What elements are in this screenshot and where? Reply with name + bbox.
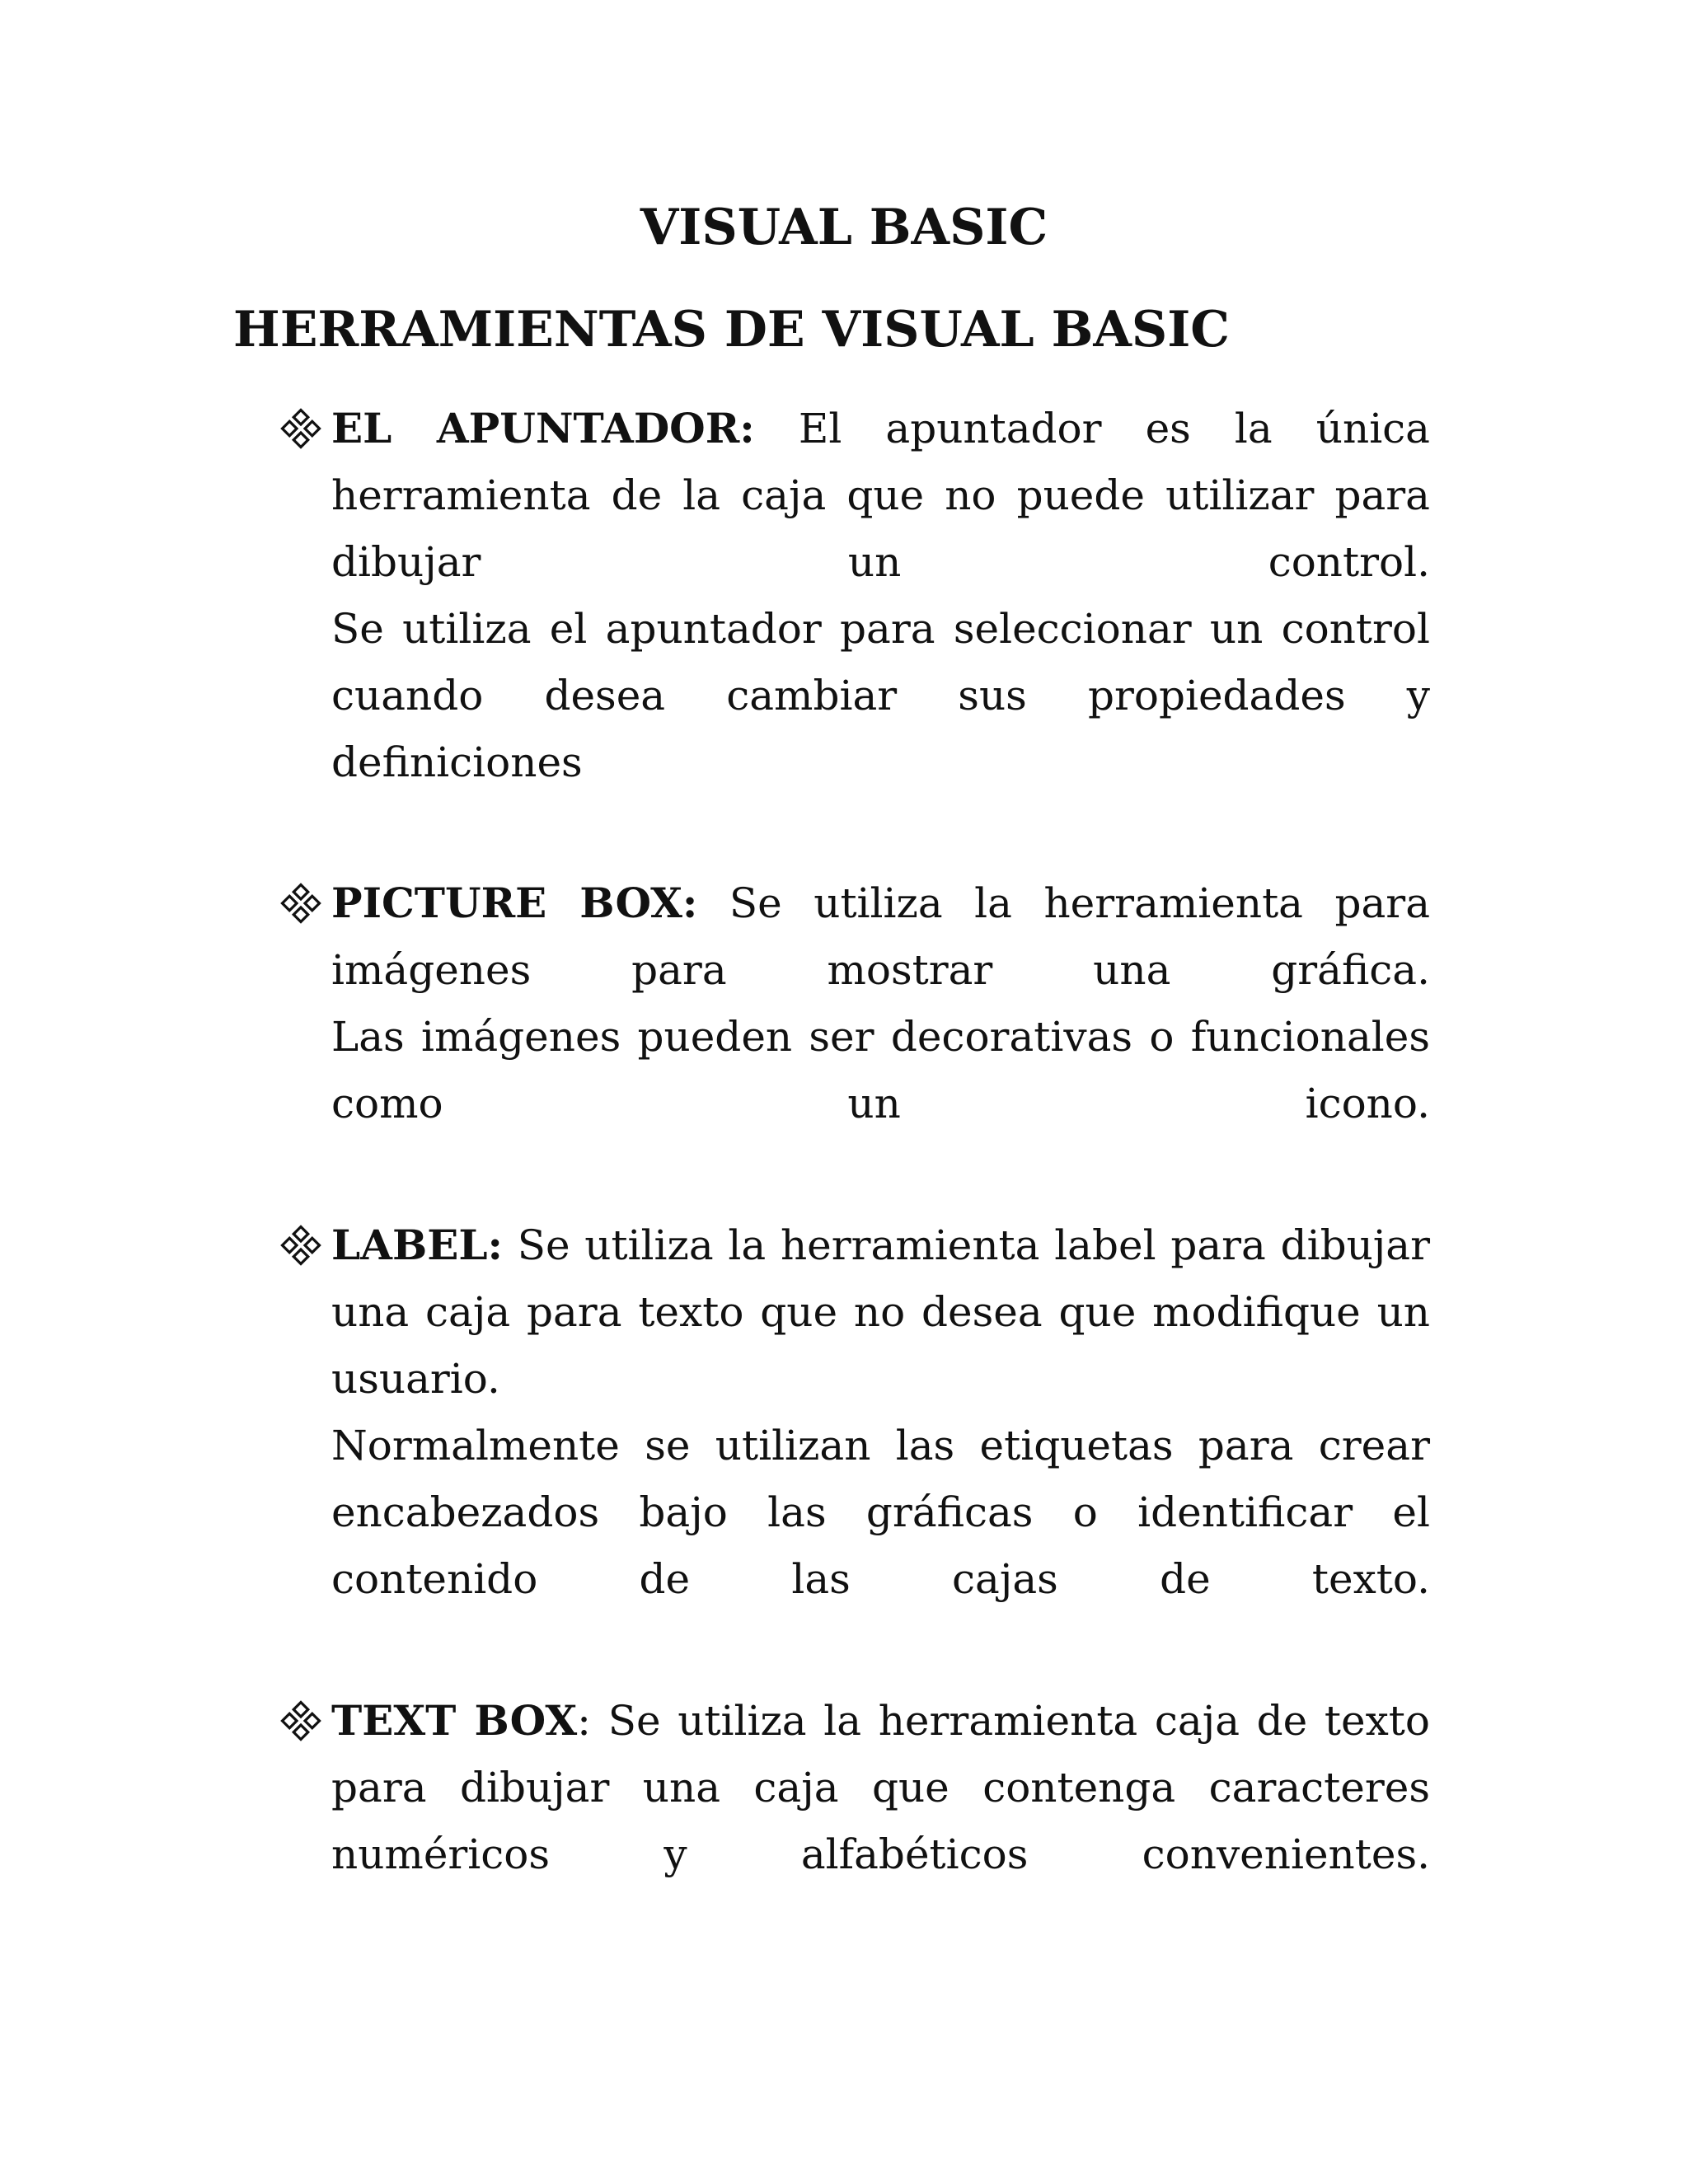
item-paragraph [331, 1212, 1430, 1413]
four-diamond-bullet-icon [280, 869, 330, 936]
item-term-colon: : [577, 1697, 592, 1745]
item-term: LABEL: [331, 1221, 503, 1269]
item-paragraph: Se utiliza el apuntador para seleccionar un control cuando desea cambiar sus propiedades y definiciones [331, 605, 1430, 786]
tool-item-picture-box [280, 869, 1430, 1137]
item-term: EL APUNTADOR: [331, 404, 755, 452]
four-diamond-bullet-icon [280, 395, 330, 462]
tool-item-text-box [280, 1687, 1430, 1888]
section-heading: HERRAMIENTAS DE VISUAL BASIC [233, 301, 1231, 359]
four-diamond-bullet-icon [280, 1212, 330, 1278]
item-paragraph [331, 1687, 1430, 1888]
item-paragraph: Las imágenes pueden ser decorativas o funcionales como un icono. [331, 1013, 1430, 1127]
item-paragraph [331, 869, 1430, 1004]
page-title: VISUAL BASIC [640, 199, 1048, 256]
item-text: El apuntador es la única herramienta de la caja que no puede utilizar para dibujar un control. [331, 405, 1430, 586]
item-text: Se utiliza la herramienta caja de texto para dibujar una caja que contenga caracteres numéricos y alfabéticos convenientes. [331, 1697, 1430, 1878]
item-paragraph [331, 395, 1430, 596]
four-diamond-bullet-icon [280, 1687, 330, 1754]
tool-item-label [280, 1212, 1430, 1613]
item-term: PICTURE BOX: [331, 879, 698, 927]
item-text: Se utiliza la herramienta label para dibujar una caja para texto que no desea que modifique un usuario. [331, 1221, 1431, 1403]
item-text: Se utiliza la herramienta para imágenes para mostrar una gráfica. [331, 879, 1431, 994]
tool-item-apuntador [280, 395, 1430, 796]
item-paragraph: Normalmente se utilizan las etiquetas para crear encabezados bajo las gráficas o identificar el contenido de las cajas de texto. [331, 1422, 1430, 1603]
item-term: TEXT BOX [331, 1696, 578, 1745]
